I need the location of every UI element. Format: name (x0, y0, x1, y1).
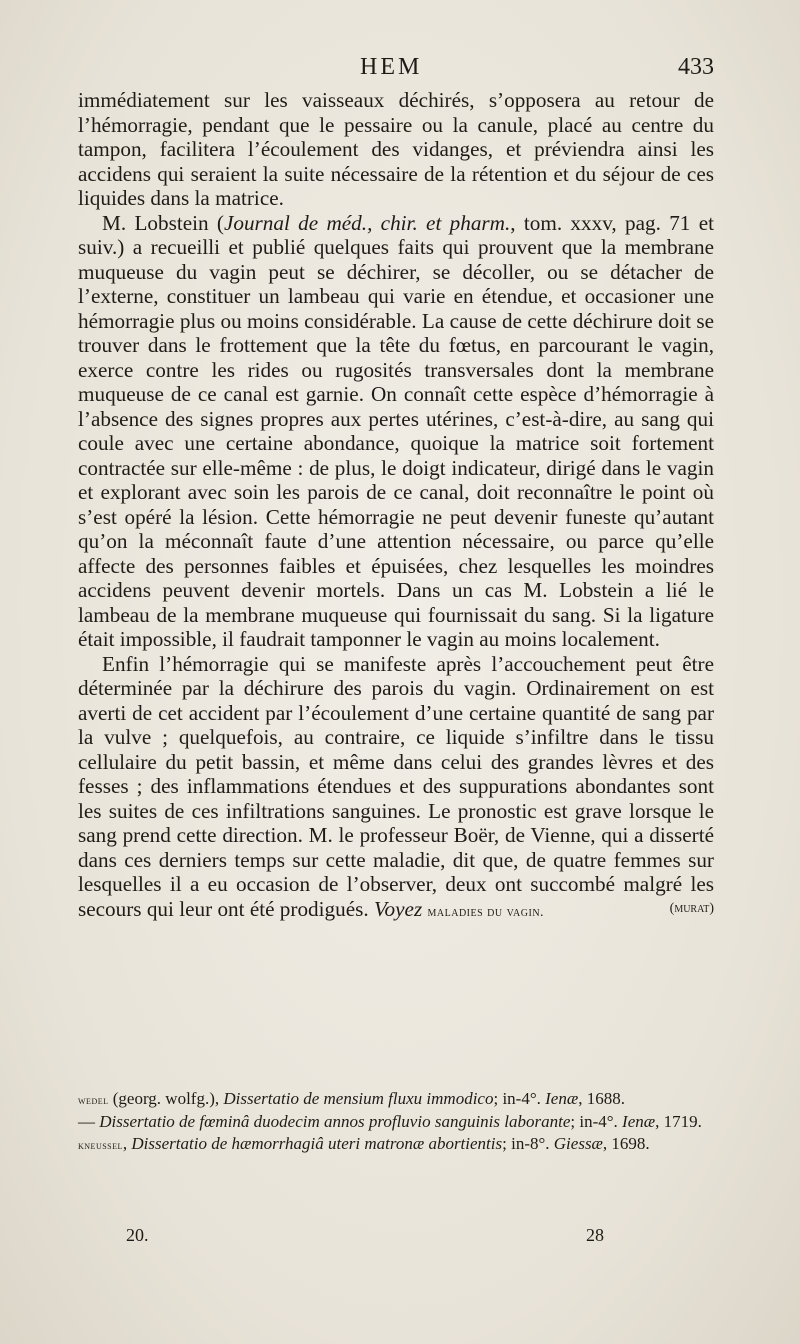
article-author: (murat) (669, 900, 714, 916)
paragraph-3 (78, 652, 714, 926)
reference-detail: , (122, 1134, 132, 1153)
reference-title: Dissertatio de hæmorrhagiâ uteri matronæ abortientis (131, 1134, 503, 1153)
page-number: 433 (678, 54, 714, 80)
reference-title: Dissertatio de fœminâ duodecim annos profluvio sanguinis laborante (99, 1112, 571, 1131)
reference-place: Ienæ (545, 1089, 579, 1108)
paragraph-2-text-b: , tom. xxxv, pag. 71 et suiv.) a recueilli et publié quelques faits qui prouvent que la membrane muqueuse du vagin peut se déchirer, se décoller, ou se détacher de l’externe, constituer un lambeau qui varie en étendue, et occasioner une hémorragie plus ou moins considérable. La cause de cette déchirure doit se trouver dans le frottement que la tête du fœtus, en parcourant le vagin, exerce contre les rides ou rugosités transversales dont la membrane muqueuse de ce canal est garnie. On connaît cette espèce d’hémorragie à l’absence des signes propres aux pertes utérines, c’est-à-dire, au sang qui coule avec une certaine abondance, quoique la matrice soit fortement contractée sur elle-même : de plus, le doigt indicateur, dirigé dans le vagin et explorant avec soin les parois de ce canal, doit reconnaître le point où s’est opéré la lésion. Cette hémorragie ne peut devenir funeste qu’autant qu’on la méconnaît faute d’une attention nécessaire, ou parce qu’elle affecte des personnes faibles et épuisées, chez lesquelles les moindres accidens peuvent devenir mortels. Dans un cas M. Lobstein a lié le lambeau de la membrane muqueuse qui fournissait du sang. Si la ligature était impossible, il faudrait tamponner le vagin au moins localement. (78, 210, 714, 651)
signature-number: 28 (586, 1225, 604, 1245)
bibliography (78, 1088, 714, 1156)
reference-year: , 1698. (602, 1134, 650, 1153)
journal-title: Journal de méd., chir. et pharm. (223, 210, 511, 235)
reference-author: wedel (78, 1093, 109, 1107)
reference-format: ; in-4°. (493, 1089, 546, 1108)
running-header (78, 54, 714, 88)
reference-item (78, 1088, 714, 1111)
reference-year: , 1719. (655, 1112, 702, 1131)
paragraph-1: immédiatement sur les vaisseaux déchirés, s’opposera au retour de l’hémorragie, pendant que le pessaire ou la canule, placé au centre du tampon, facilitera l’écoulement des vidanges, et préviendra ainsi les accidens qui seraient la suite nécessaire de la rétention et du séjour de ces liquides dans la matrice. (78, 88, 714, 210)
reference-author: — (78, 1112, 95, 1131)
signature-mark: 20. (126, 1225, 149, 1245)
see-also-reference: maladies du vagin. (427, 904, 545, 920)
main-text (78, 88, 714, 925)
paragraph-2-text-a: M. Lobstein ( (102, 210, 224, 235)
reference-item (78, 1133, 714, 1156)
voyez-word: Voyez (373, 896, 423, 921)
reference-place: Giessæ (553, 1134, 603, 1153)
page-footer (78, 1225, 714, 1255)
reference-title: Dissertatio de mensium fluxu immodico (223, 1089, 494, 1108)
paragraph-3-text: Enfin l’hémorragie qui se manifeste après l’accouchement peut être déterminée par la déchirure des parois du vagin. Ordinairement on est averti de cet accident par l’écoulement d’une certaine quantité de sang par la vulve ; quelquefois, au contraire, ce liquide s’infiltre dans le tissu cellulaire du petit bassin, et même dans celui des grandes lèvres et des fesses ; des inflammations étendues et des suppurations abondantes sont les suites de ces infiltrations sanguines. Le pronostic est grave lorsque le sang prend cette direction. M. le professeur Boër, de Vienne, qui a disserté dans ces derniers temps sur cette maladie, dit que, de quatre femmes sur lesquelles il a eu occasion de l’observer, deux ont succombé malgré les secours qui leur ont été prodigués. (78, 651, 714, 921)
reference-item (78, 1111, 714, 1133)
reference-format: ; in-8°. (502, 1134, 554, 1153)
running-head-title: HEM (360, 54, 423, 80)
reference-year: , 1688. (578, 1089, 625, 1108)
reference-detail: (georg. wolfg.), (108, 1089, 224, 1108)
reference-place: Ienæ (622, 1112, 656, 1131)
reference-format: ; in-4°. (570, 1112, 623, 1131)
reference-author: kneussel (78, 1138, 123, 1152)
paragraph-2 (78, 211, 714, 652)
